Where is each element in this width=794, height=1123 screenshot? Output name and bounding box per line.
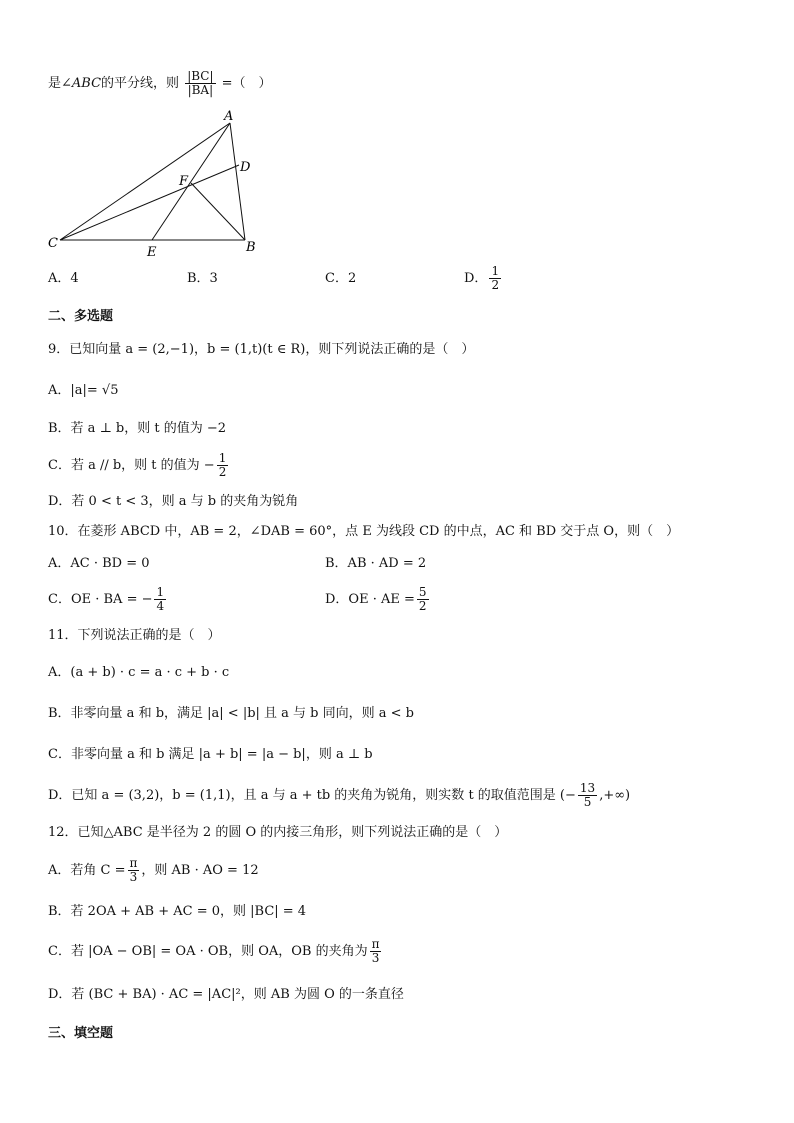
ratio-fraction (185, 70, 215, 97)
q12-option-d: D．若 (BC + BA) · AC = |AC|²，则 AB 为圆 O 的一条直径 (48, 987, 404, 1002)
q12-option-c (48, 938, 383, 965)
label-E: E (147, 245, 157, 260)
q12-option-b: B．若 2OA + AB + AC = 0，则 |BC| = 4 (48, 904, 307, 919)
segment-AB (230, 123, 245, 240)
q9-option-c (48, 452, 230, 479)
intro-suffix: =（ ） (221, 76, 272, 91)
q12-c-den: 3 (371, 951, 380, 965)
q8-option-d (464, 265, 503, 292)
q12-c-fraction (370, 938, 382, 965)
q9-option-a: A．|a|= √5 (48, 383, 119, 398)
q10-d-den: 2 (418, 599, 427, 613)
q10-c-num: 1 (156, 585, 165, 599)
segment-CD (60, 165, 239, 240)
q12-stem: 12．已知△ABC 是半径为 2 的圆 O 的内接三角形，则下列说法正确的是（ ） (48, 825, 508, 840)
intro-prefix: 是∠ (48, 76, 72, 91)
triangle-figure (40, 105, 270, 265)
intro-line (48, 70, 272, 97)
q11-d-num: 13 (579, 781, 596, 795)
q9-c-den: 2 (218, 465, 227, 479)
segment-FB (191, 183, 245, 240)
q12-a-num: π (129, 856, 138, 870)
q11-option-d (48, 782, 630, 809)
q8-d-den: 2 (491, 278, 500, 292)
q9-stem: 9．已知向量 a = (2,−1)，b = (1,t)(t ∈ R)，则下列说法正确的是（ ） (48, 342, 475, 357)
q12-a-suffix: ，则 AB · AO = 12 (141, 863, 259, 878)
q8-d-fraction (489, 265, 501, 292)
q8-d-num: 1 (491, 264, 500, 278)
segment-CA (60, 123, 230, 240)
q10-option-a: A．AC · BD = 0 (48, 556, 150, 571)
q10-option-d (325, 586, 431, 613)
q11-stem: 11．下列说法正确的是（ ） (48, 628, 221, 643)
q8-option-c: C．2 (325, 271, 357, 286)
q11-d-den: 5 (583, 795, 592, 809)
q10-d-num: 5 (418, 585, 427, 599)
q10-d-prefix: D．OE · AE = (325, 592, 415, 607)
section-fill-in: 三、填空题 (48, 1026, 114, 1041)
segment-AE (152, 123, 230, 240)
q11-d-suffix: ,+∞) (599, 788, 631, 803)
q8-option-a: A．4 (48, 271, 79, 286)
fraction-denominator: |BA| (187, 83, 214, 97)
section-multiple-choice: 二、多选题 (48, 309, 114, 324)
label-F: F (179, 174, 189, 189)
q8-d-prefix: D． (464, 271, 488, 286)
intro-angle: ABC (71, 76, 102, 91)
q12-c-prefix: C．若 |OA − OB| = OA · OB，则 OA，OB 的夹角为 (48, 944, 368, 959)
q10-c-fraction (154, 586, 166, 613)
q10-stem: 10．在菱形 ABCD 中，AB = 2，∠DAB = 60°，点 E 为线段 CD 的中点，AC 和 BD 交于点 O，则（ ） (48, 524, 680, 539)
q12-a-den: 3 (129, 870, 138, 884)
q9-c-num: 1 (218, 451, 227, 465)
q9-c-prefix: C．若 a // b，则 t 的值为 − (48, 458, 215, 473)
label-D: D (240, 160, 251, 175)
q9-option-b: B．若 a ⊥ b，则 t 的值为 −2 (48, 421, 227, 436)
intro-mid: 的平分线，则 (101, 76, 180, 91)
q11-d-prefix: D．已知 a = (3,2)，b = (1,1)，且 a 与 a + tb 的夹角为锐角，则实数 t 的取值范围是 (− (48, 788, 576, 803)
q9-c-fraction (217, 452, 229, 479)
q10-c-den: 4 (156, 599, 165, 613)
q11-option-a: A．(a + b) · c = a · c + b · c (48, 665, 230, 680)
q11-option-b: B．非零向量 a 和 b，满足 |a| < |b| 且 a 与 b 同向，则 a < b (48, 706, 414, 721)
q9-option-d: D．若 0 < t < 3，则 a 与 b 的夹角为锐角 (48, 494, 299, 509)
q10-option-b: B．AB · AD = 2 (325, 556, 427, 571)
fraction-numerator: |BC| (187, 69, 214, 83)
q12-a-prefix: A．若角 C = (48, 863, 126, 878)
q11-option-c: C．非零向量 a 和 b 满足 |a + b| = |a − b|，则 a ⊥ b (48, 747, 373, 762)
q12-c-num: π (371, 937, 380, 951)
q10-d-fraction (417, 586, 429, 613)
q10-c-prefix: C．OE · BA = − (48, 592, 153, 607)
q10-option-c (48, 586, 168, 613)
q12-a-fraction (128, 857, 140, 884)
q8-option-b: B．3 (187, 271, 218, 286)
label-C: C (48, 236, 58, 251)
q12-option-a (48, 857, 259, 884)
label-A: A (224, 109, 234, 124)
q11-d-fraction (578, 782, 597, 809)
label-B: B (246, 240, 256, 255)
